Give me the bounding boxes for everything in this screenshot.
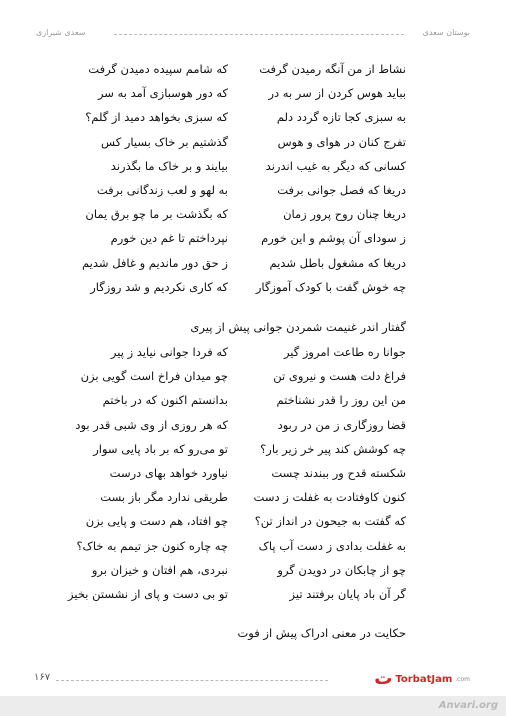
- couplet: [0, 489, 506, 513]
- hemistich-second: که کاری نکردیم و شد روزگار: [90, 279, 228, 294]
- hemistich-first: من این روز را قدر نشناختم: [276, 393, 406, 408]
- hemistich-second: چو میدان فراخ است گویی بزن: [80, 369, 228, 384]
- hemistich-first: به غفلت بدادی ز دست آب پاک: [258, 538, 406, 553]
- hemistich-second: که هر روزی از وی شبی قدر بود: [75, 417, 228, 432]
- section-heading-youth: گفتار اندر غنیمت شمردن جوانی پیش از پیری: [190, 320, 406, 334]
- couplet: [0, 368, 506, 392]
- hemistich-second: چه چاره کنون جز تیمم به خاک؟: [76, 538, 228, 553]
- hemistich-first: بباید هوس کردن از سر به در: [268, 86, 406, 101]
- hemistich-second: که سبزی بخواهد دمید از گلم؟: [85, 110, 228, 125]
- hemistich-second: چو افتاد، هم دست و پایی بزن: [85, 514, 228, 529]
- hemistich-second: تو بی دست و پای از نشستن بخیز: [68, 586, 228, 601]
- couplet: [0, 417, 506, 441]
- watermark-text: Anvari.org: [438, 700, 498, 711]
- hemistich-first: دریغا چنان روح پرور زمان: [283, 207, 406, 222]
- hemistich-first: جوانا ره طاعت امروز گیر: [283, 345, 406, 359]
- page-footer: [34, 668, 470, 690]
- couplet: [0, 392, 506, 416]
- hemistich-first: کسانی که دیگر به غیب اندرند: [265, 158, 406, 173]
- section-heading-story: حکایت در معنی ادراک پیش از فوت: [237, 626, 406, 640]
- hemistich-second: بدانستم اکنون که در باختم: [102, 393, 228, 408]
- logo-suffix: .com: [455, 675, 470, 683]
- couplet: [0, 134, 506, 158]
- couplet: [0, 279, 506, 303]
- header-divider: [114, 34, 404, 35]
- hemistich-second: که بگذشت بر ما چو برق یمان: [85, 207, 228, 222]
- hemistich-first: چه خوش گفت با کودک آموزگار: [255, 279, 406, 294]
- hemistich-first: که گفتت به جیحون در انداز تن؟: [254, 514, 406, 529]
- couplet: [0, 61, 506, 85]
- couplet: [0, 109, 506, 133]
- header-book-title: بوستان سعدی: [422, 28, 470, 37]
- torbatjam-logo[interactable]: [374, 668, 470, 690]
- hemistich-second: گذشتیم بر خاک بسیار کس: [101, 134, 228, 149]
- hemistich-first: به سبزی کجا تازه گردد دلم: [276, 110, 406, 125]
- poem-section-1: [0, 61, 506, 303]
- hemistich-first: دریغا که فصل جوانی برفت: [277, 182, 406, 197]
- hemistich-second: بیایند و بر خاک ما بگذرند: [110, 158, 228, 173]
- hemistich-first: گر آن باد پایان برفتند تیز: [289, 586, 406, 601]
- couplet: [0, 206, 506, 230]
- couplet: [0, 230, 506, 254]
- hemistich-second: که شامم سپیده دمیدن گرفت: [88, 62, 228, 76]
- hemistich-first: تفرج کنان در هوای و هوس: [277, 134, 406, 149]
- logo-mark-icon: ت: [374, 668, 393, 689]
- hemistich-first: چو از چابکان در دویدن گرو: [277, 562, 406, 577]
- page-number: ۱۶۷: [34, 672, 51, 683]
- hemistich-second: ز حق دور ماندیم و غافل شدیم: [82, 255, 228, 270]
- logo-text: TorbatJam: [395, 673, 453, 685]
- page-header: [36, 26, 470, 42]
- hemistich-second: نپرداختم تا غم دین خورم: [110, 231, 228, 246]
- couplet: [0, 85, 506, 109]
- hemistich-second: نبردی، هم افتان و خیزان برو: [91, 562, 228, 577]
- couplet: [0, 441, 506, 465]
- couplet: [0, 513, 506, 537]
- bottom-watermark-bar: [0, 696, 506, 716]
- hemistich-second: تو می‌رو که بر باد پایی سوار: [93, 441, 228, 456]
- hemistich-first: شکسته قدح ور ببندند چست: [271, 465, 406, 480]
- footer-divider: [56, 680, 328, 681]
- hemistich-first: فراغ دلت هست و نیروی تن: [273, 369, 406, 384]
- hemistich-second: نیاورد خواهد بهای درست: [109, 465, 228, 480]
- couplet: [0, 158, 506, 182]
- couplet: [0, 182, 506, 206]
- hemistich-second: که فردا جوانی نیاید ز پیر: [110, 345, 228, 359]
- poem-section-2: [0, 344, 506, 610]
- couplet: [0, 586, 506, 610]
- hemistich-first: دریغا که مشغول باطل شدیم: [269, 255, 406, 270]
- couplet: [0, 255, 506, 279]
- hemistich-first: قضا روزگاری ز من در ربود: [277, 417, 406, 432]
- couplet: [0, 562, 506, 586]
- header-author: سعدی شیرازی: [36, 28, 86, 37]
- couplet: [0, 465, 506, 489]
- hemistich-first: کنون کاوفتادت به غفلت ز دست: [253, 490, 406, 505]
- hemistich-first: چه کوشش کند پیر خر زیر بار؟: [260, 441, 406, 456]
- hemistich-first: نشاط از من آنگه رمیدن گرفت: [259, 62, 406, 76]
- hemistich-first: ز سودای آن پوشم و این خورم: [261, 231, 406, 246]
- couplet: [0, 538, 506, 562]
- couplet: [0, 344, 506, 368]
- hemistich-second: طریقی ندارد مگر باز بست: [100, 490, 228, 505]
- hemistich-second: به لهو و لعب زندگانی برفت: [96, 182, 228, 197]
- hemistich-second: که دور هوسبازی آمد به سر: [97, 86, 228, 101]
